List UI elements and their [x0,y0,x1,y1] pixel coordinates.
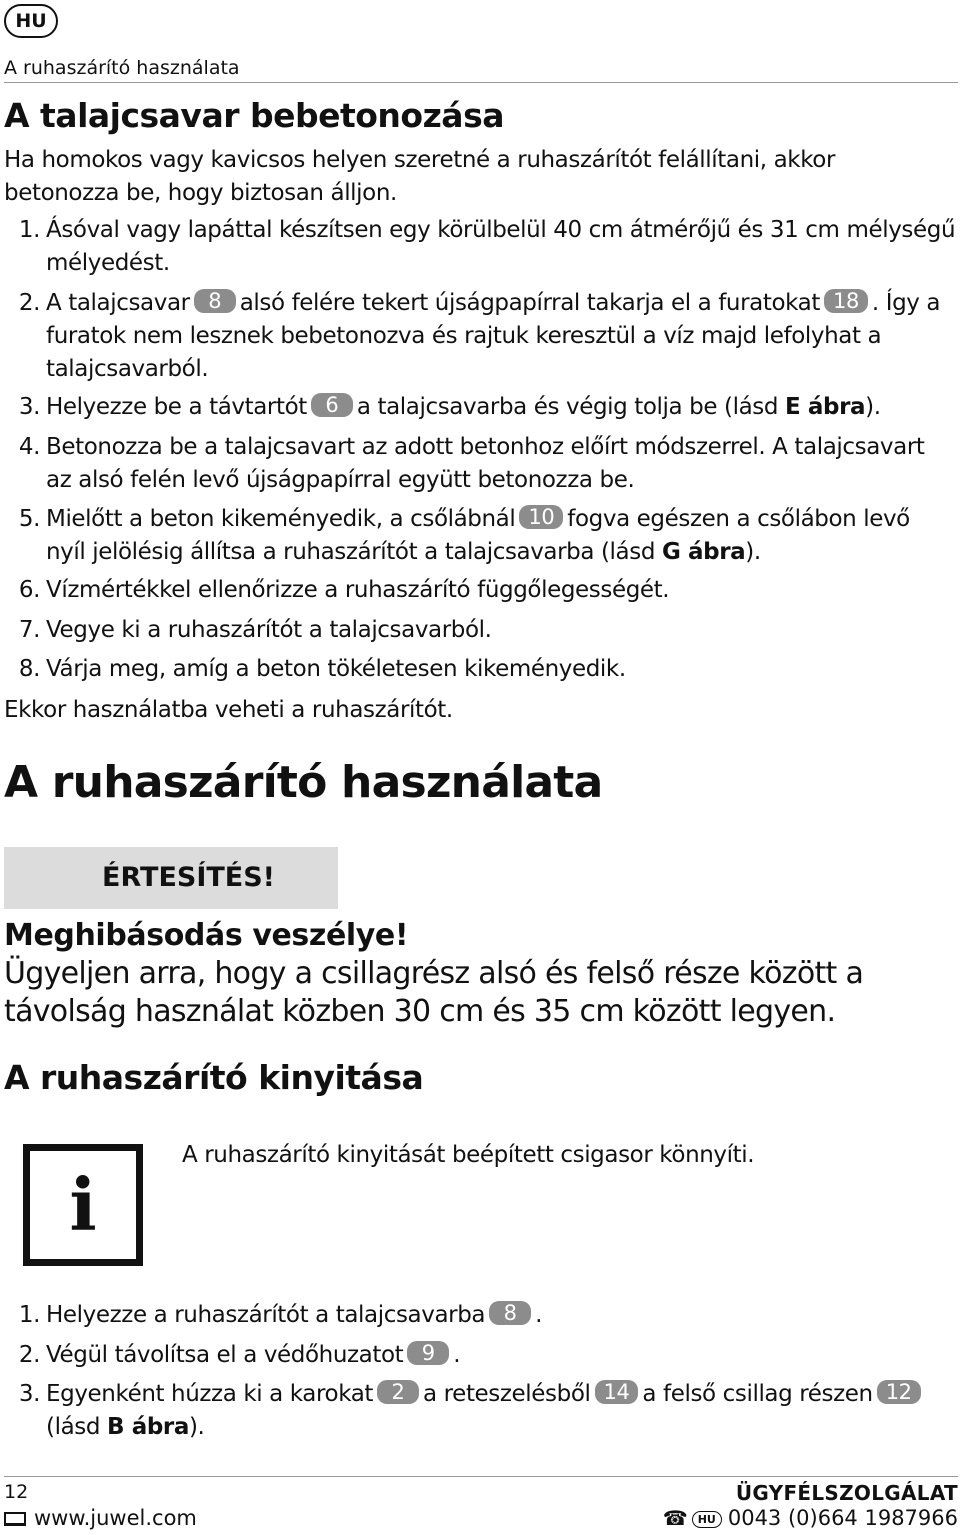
info-icon [23,1144,143,1266]
step-text: Várja meg, amíg a beton tökéletesen kikeményedik. [46,656,626,682]
part-reference-badge: 8 [489,1301,531,1325]
footer-divider [4,1476,958,1477]
step-number: 3. [18,394,40,420]
intro-paragraph: Ha homokos vagy kavicsos helyen szeretné a ruhaszárítót felállítani, akkor betonozza be, hogy biztosan álljon. [4,147,836,206]
part-reference-badge: 10 [519,505,563,529]
section-title-concrete: A talajcsavar bebetonozása [4,96,504,135]
info-glyph: i [69,1162,97,1247]
figure-reference: E ábra [784,394,866,420]
part-reference-badge: 9 [407,1341,449,1365]
part-reference-badge: 18 [824,289,868,313]
website-link[interactable]: www.juwel.com [34,1506,197,1530]
step-text: Ásóval vagy lapáttal készítsen egy körülbelül 40 cm átmérőjű és 31 cm mélységű mélyedést. [46,217,956,276]
step-text: Helyezze be a távtartót 6 a talajcsavarba és végig tolja be (lásd E ábra). [46,393,881,420]
step-text: Végül távolítsa el a védőhuzatot 9 . [46,1341,461,1368]
step-number: 8. [18,656,40,682]
step-number: 7. [18,617,40,643]
step-number: 4. [18,434,40,460]
part-reference-badge: 12 [877,1380,921,1404]
step-number: 1. [18,217,40,243]
step-text: Mielőtt a beton kikeményedik, a csőlábnál 10 fogva egészen a csőlábon levő nyíl jelölésig állítsa a ruhaszárítót a talajcsavarba (lásd G ábra). [46,505,910,565]
step-text: Betonozza be a talajcsavart az adott betonhoz előírt módszerrel. A talajcsavart az alsó felén levő újságpapírral együtt betonozza be. [46,434,925,493]
info-text: A ruhaszárító kinyitását beépített csigasor könnyíti. [182,1142,755,1168]
notice-label: ÉRTESÍTÉS! [4,847,338,909]
part-reference-badge: 2 [377,1380,419,1404]
phone-icon: ☎ [662,1506,688,1530]
warning-title: Meghibásodás veszélye! [4,918,409,953]
step-text: Vízmértékkel ellenőrizze a ruhaszárító függőlegességét. [46,577,670,603]
section-title-opening: A ruhaszárító kinyitása [4,1058,424,1097]
warning-text: Ügyeljen arra, hogy a csillagrész alsó és felső része között a távolság használat közben 30 cm és 35 cm között legyen. [4,956,864,1029]
outro-paragraph: Ekkor használatba veheti a ruhaszárítót. [4,697,453,723]
running-header: A ruhaszárító használata [4,57,240,79]
step-number: 1. [18,1302,40,1328]
page-number: 12 [4,1481,29,1503]
laptop-icon [4,1512,26,1526]
country-badge: HU [692,1511,722,1528]
website-line [4,1506,197,1530]
figure-reference: G ábra [661,539,746,565]
step-number: 2. [18,1342,40,1368]
header-divider [4,82,958,83]
phone-number: 0043 (0)664 1987966 [727,1506,958,1530]
language-badge: HU [4,4,58,38]
figure-reference: B ábra [106,1414,189,1440]
step-text: Egyenként húzza ki a karokat 2 a reteszelésből 14 a felső csillag részen 12 (lásd B ábra). [46,1378,956,1444]
step-text: A talajcsavar 8 alsó felére tekert újságpapírral takarja el a furatokat 18 . Így a furatok nem lesznek bebetonozva és rajtuk keresztül a víz majd lefolyhat a talajcsavarból. [46,289,941,382]
step-number: 3. [18,1381,40,1407]
step-text: Vegye ki a ruhaszárítót a talajcsavarból. [46,617,492,643]
step-number: 5. [18,506,40,532]
part-reference-badge: 8 [194,289,236,313]
section-title-usage: A ruhaszárító használata [4,757,603,808]
part-reference-badge: 6 [311,393,353,417]
service-title: ÜGYFÉLSZOLGÁLAT [735,1481,958,1505]
service-phone-line [663,1506,958,1530]
part-reference-badge: 14 [595,1380,639,1404]
step-number: 2. [18,290,40,316]
step-text: Helyezze a ruhaszárítót a talajcsavarba 8 . [46,1301,543,1328]
step-number: 6. [18,577,40,603]
